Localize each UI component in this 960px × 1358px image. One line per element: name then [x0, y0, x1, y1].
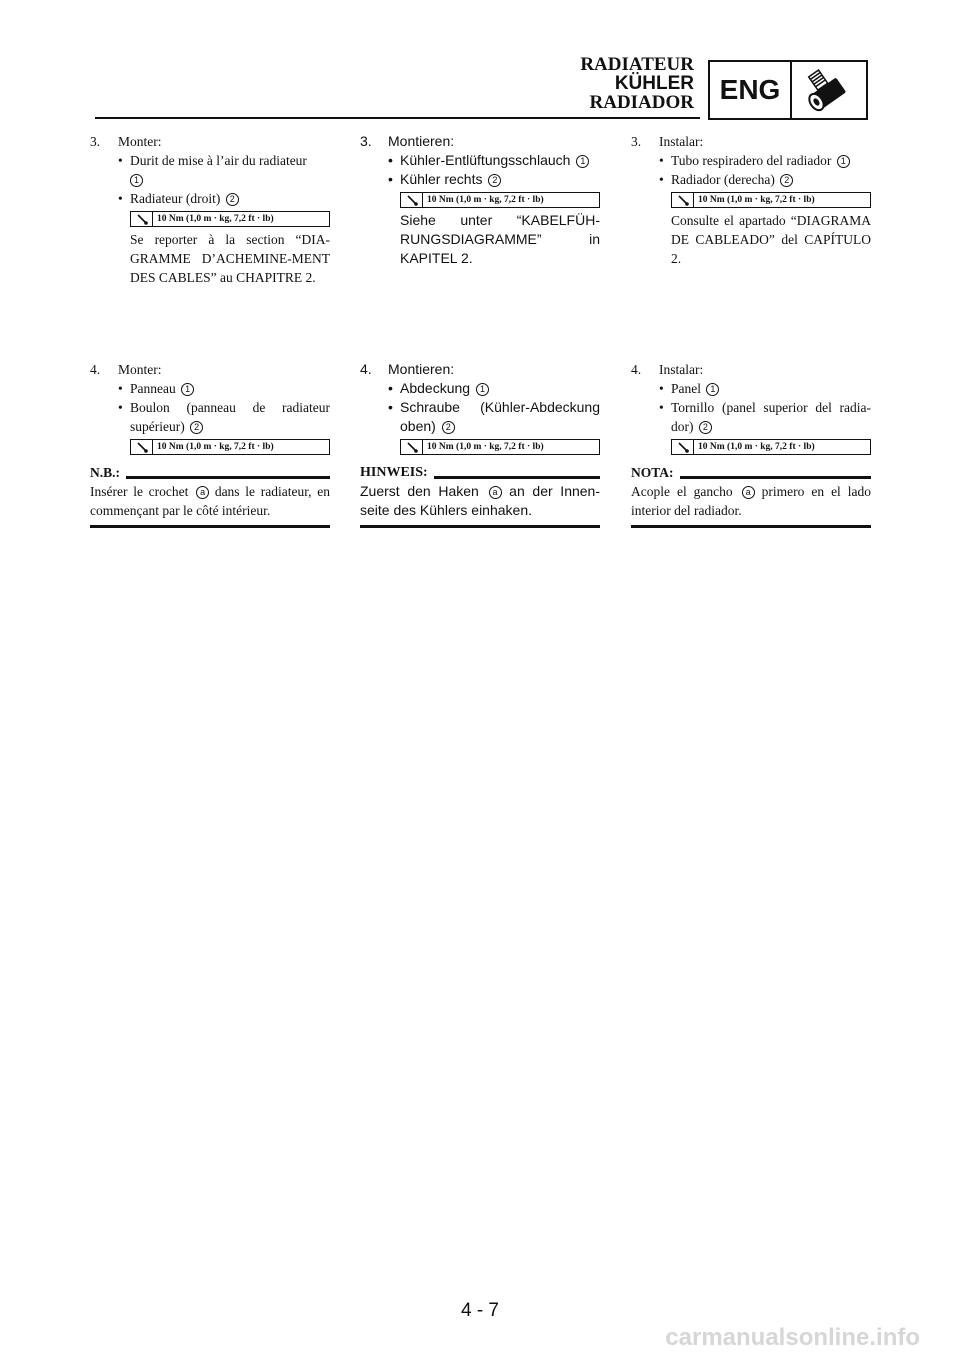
note-text [631, 482, 871, 520]
note-text-before: Acople el gancho [631, 484, 733, 499]
ref-number: 2 [226, 193, 239, 206]
note-header [631, 463, 871, 482]
note-label: NOTA: [631, 465, 674, 480]
ref-number: 1 [837, 155, 850, 168]
torque-spec [671, 439, 871, 455]
list-item [360, 398, 600, 436]
torque-value: 10 Nm (1,0 m · kg, 7,2 ft · lb) [698, 194, 815, 205]
item-text: Tornillo (panel superior del radia-dor) [671, 400, 871, 434]
step-number: 3. [90, 134, 101, 149]
torque-wrench-icon [401, 440, 423, 454]
torque-wrench-icon [401, 193, 423, 207]
title-de: KÜHLER [614, 73, 694, 94]
step-number: 4. [90, 362, 101, 377]
torque-value: 10 Nm (1,0 m · kg, 7,2 ft · lb) [157, 441, 274, 452]
item-text: Panel [671, 381, 701, 396]
ref-number: 2 [190, 421, 203, 434]
torque-spec [400, 439, 600, 455]
note-text-before: Zuerst den Haken [360, 483, 479, 499]
section-badge [708, 60, 868, 120]
title-fr: RADIATEUR [580, 54, 694, 75]
list-item [90, 398, 330, 436]
ref-number: 2 [780, 174, 793, 187]
ref-number: 2 [488, 174, 501, 187]
torque-value: 10 Nm (1,0 m · kg, 7,2 ft · lb) [157, 213, 274, 224]
note-text-after: an der Innen-seite des Kühlers einhaken. [360, 483, 600, 518]
torque-spec [400, 192, 600, 208]
note-header [90, 463, 330, 482]
watermark: carmanualsonline.info [665, 1324, 920, 1351]
ref-number: 1 [181, 383, 194, 396]
note-rule [434, 476, 600, 479]
ref-number: 1 [576, 155, 589, 168]
note-end-rule [360, 525, 600, 528]
list-item [360, 151, 600, 170]
note-text [360, 482, 600, 520]
item-text: Panneau [130, 381, 176, 396]
note-rule [680, 476, 872, 479]
column-es-step4 [631, 360, 871, 528]
step-number: 4. [631, 362, 642, 377]
ref-number: 2 [699, 421, 712, 434]
note-text-after: dans le radiateur, en commençant par le côté intérieur. [90, 484, 330, 518]
step-number: 3. [631, 134, 642, 149]
step-title: Instalar: [659, 134, 704, 149]
ref-letter: a [196, 486, 209, 499]
item-text: Abdeckung [400, 380, 471, 396]
page-title [580, 55, 694, 112]
torque-wrench-icon [131, 440, 153, 454]
item-text: Tubo respiradero del radiador [671, 153, 832, 168]
note-header [360, 463, 600, 482]
torque-wrench-icon [672, 440, 694, 454]
list-item [631, 398, 871, 436]
column-fr-step4 [90, 360, 330, 528]
column-de-step3 [360, 132, 600, 268]
note-end-rule [631, 525, 871, 528]
torque-spec [130, 211, 330, 227]
step-title: Instalar: [659, 362, 704, 377]
step-number: 4. [360, 361, 372, 377]
list-item [90, 379, 330, 398]
reference-text: Se reporter à la section “DIA-GRAMME D’ACHEMINE-MENT DES CABLES” au CHAPITRE 2. [130, 232, 330, 285]
note-label: N.B.: [90, 465, 120, 480]
ref-letter: a [742, 486, 755, 499]
step-title: Montieren: [388, 133, 455, 149]
list-item [360, 379, 600, 398]
note-label: HINWEIS: [360, 465, 428, 480]
note-end-rule [90, 525, 330, 528]
list-item [631, 379, 871, 398]
torque-spec [130, 439, 330, 455]
torque-spec [671, 192, 871, 208]
note-text-after: primero en el lado interior del radiador. [631, 484, 872, 518]
note-text-before: Insérer le crochet [90, 484, 189, 499]
ref-number: 1 [130, 174, 143, 187]
step-title: Monter: [118, 362, 162, 377]
torque-wrench-icon [672, 193, 694, 207]
torque-value: 10 Nm (1,0 m · kg, 7,2 ft · lb) [427, 441, 544, 452]
item-text: Durit de mise à l’air du radiateur [130, 153, 307, 168]
item-text: Kühler rechts [400, 171, 483, 187]
column-es-step3 [631, 132, 871, 268]
engine-icon [792, 62, 866, 118]
item-text: Kühler-Entlüftungsschlauch [400, 152, 571, 168]
torque-value: 10 Nm (1,0 m · kg, 7,2 ft · lb) [427, 194, 544, 205]
step-title: Monter: [118, 134, 162, 149]
step-number: 3. [360, 133, 372, 149]
list-item [90, 189, 330, 208]
list-item [360, 170, 600, 189]
section-label: ENG [710, 62, 792, 118]
torque-value: 10 Nm (1,0 m · kg, 7,2 ft · lb) [698, 441, 815, 452]
item-text: Boulon (panneau de radiateur supérieur) [130, 400, 330, 434]
item-text: Radiador (derecha) [671, 172, 775, 187]
column-fr-step3 [90, 132, 330, 287]
note-rule [126, 476, 330, 479]
step-title: Montieren: [388, 361, 455, 377]
ref-number: 1 [476, 383, 489, 396]
ref-number: 1 [706, 383, 719, 396]
title-es: RADIADOR [589, 92, 694, 113]
list-item [631, 170, 871, 189]
page-number: 4 - 7 [460, 1300, 500, 1321]
ref-number: 2 [442, 421, 455, 434]
reference-text: Siehe unter “KABELFÜH-RUNGSDIAGRAMME” in KAPITEL 2. [400, 212, 600, 266]
column-de-step4 [360, 360, 600, 528]
list-item [90, 151, 330, 189]
note-text [90, 482, 330, 520]
reference-text: Consulte el apartado “DIAGRAMA DE CABLEADO” del CAPÍTULO 2. [671, 213, 871, 266]
item-text: Schraube (Kühler-Abdeckung oben) [400, 399, 600, 434]
torque-wrench-icon [131, 212, 153, 226]
list-item [631, 151, 871, 170]
ref-letter: a [489, 486, 502, 499]
item-text: Radiateur (droit) [130, 191, 221, 206]
header-rule [95, 117, 700, 119]
